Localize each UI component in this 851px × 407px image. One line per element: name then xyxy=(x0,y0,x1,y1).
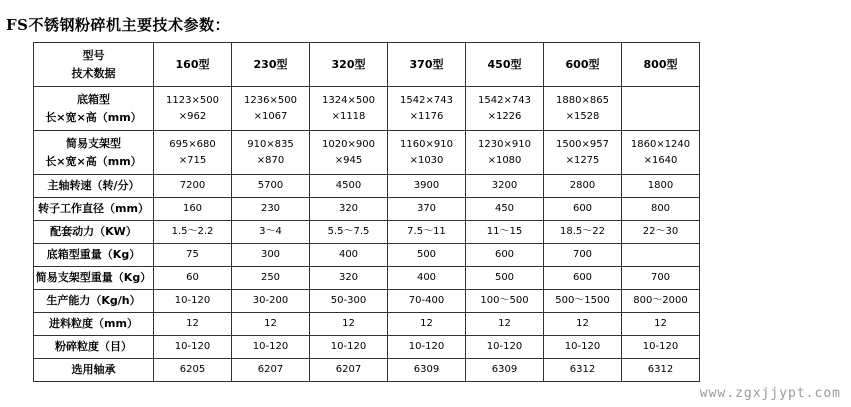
table-cell xyxy=(154,244,232,267)
table-cell xyxy=(232,198,310,221)
table-cell xyxy=(232,244,310,267)
table-row xyxy=(34,290,700,313)
table-cell xyxy=(388,87,466,131)
table-cell xyxy=(154,221,232,244)
table-cell-line: 5700 xyxy=(257,180,284,191)
table-cell xyxy=(310,131,388,175)
table-cell-line: 695×680 xyxy=(169,138,216,150)
table-cell xyxy=(232,131,310,175)
table-cell-line: 6312 xyxy=(569,364,596,375)
table-cell-line: 320 xyxy=(338,272,359,283)
model-header-cell-line: 370型 xyxy=(409,57,444,71)
table-cell-line: 70-400 xyxy=(408,295,445,306)
table-cell xyxy=(622,290,700,313)
table-cell-line: 500～1500 xyxy=(555,295,610,306)
table-cell-line: 1123×500 xyxy=(166,94,219,106)
table-cell-line: 60 xyxy=(186,272,199,283)
table-cell-line: 3900 xyxy=(413,180,440,191)
table-cell xyxy=(544,290,622,313)
document-title: FS不锈钢粉碎机主要技术参数： xyxy=(6,16,230,34)
table-cell-line: 910×835 xyxy=(247,138,294,150)
table-cell-line: 600 xyxy=(494,249,515,260)
table-cell-line: 7200 xyxy=(179,180,206,191)
table-cell-line: 1230×910 xyxy=(478,138,531,150)
corner-header-cell-line: 型号 xyxy=(82,48,105,62)
table-cell-line: 800 xyxy=(650,203,671,214)
table-cell-line: 600 xyxy=(572,272,593,283)
model-header-cell xyxy=(154,43,232,87)
table-cell xyxy=(544,221,622,244)
table-cell-line: 1500×957 xyxy=(556,138,609,150)
table-cell-line: 11～15 xyxy=(486,226,523,237)
table-cell-line: 10-120 xyxy=(564,341,601,352)
table-cell xyxy=(544,131,622,175)
table-cell xyxy=(232,313,310,336)
table-cell-line: ×1640 xyxy=(643,154,678,166)
table-cell-line: 450 xyxy=(494,203,515,214)
model-header-cell-line: 320型 xyxy=(331,57,366,71)
table-cell-line: 50-300 xyxy=(330,295,367,306)
row-header-cell xyxy=(34,175,154,198)
table-row xyxy=(34,131,700,175)
table-row xyxy=(34,244,700,267)
table-cell xyxy=(154,313,232,336)
row-header-cell-line: 配套动力（KW） xyxy=(50,225,137,239)
table-cell-line: 6309 xyxy=(413,364,440,375)
table-cell xyxy=(466,131,544,175)
model-header-cell xyxy=(622,43,700,87)
table-cell xyxy=(388,313,466,336)
table-cell xyxy=(622,267,700,290)
table-cell-line: 500 xyxy=(416,249,437,260)
table-cell xyxy=(388,131,466,175)
model-header-cell xyxy=(466,43,544,87)
table-cell xyxy=(310,198,388,221)
table-row xyxy=(34,198,700,221)
table-cell xyxy=(310,359,388,382)
table-cell xyxy=(154,359,232,382)
table-cell-line: ×870 xyxy=(256,154,285,166)
table-cell-line: ×1176 xyxy=(409,110,444,122)
table-cell-line: ×1080 xyxy=(487,154,522,166)
table-row xyxy=(34,175,700,198)
table-cell xyxy=(310,267,388,290)
table-cell-line: 12 xyxy=(498,318,511,329)
row-header-cell-line: 底箱型 xyxy=(77,92,110,106)
table-cell xyxy=(232,175,310,198)
table-cell xyxy=(232,290,310,313)
table-cell-line: 12 xyxy=(654,318,667,329)
table-cell-line: 3～4 xyxy=(259,226,282,237)
table-cell-line: ×1067 xyxy=(253,110,288,122)
table-cell xyxy=(622,359,700,382)
table-cell xyxy=(466,359,544,382)
table-cell xyxy=(622,131,700,175)
table-cell-line: 1020×900 xyxy=(322,138,375,150)
table-row xyxy=(34,87,700,131)
table-cell xyxy=(388,336,466,359)
header-row xyxy=(34,43,700,87)
table-cell xyxy=(622,221,700,244)
table-cell-line: 6207 xyxy=(335,364,362,375)
table-cell xyxy=(466,267,544,290)
table-cell xyxy=(154,290,232,313)
table-cell xyxy=(466,221,544,244)
table-cell-line: 6309 xyxy=(491,364,518,375)
table-cell xyxy=(622,244,700,267)
table-cell-line: ×945 xyxy=(334,154,363,166)
table-cell-line: 12 xyxy=(186,318,199,329)
table-cell xyxy=(388,198,466,221)
table-cell-line: 3200 xyxy=(491,180,518,191)
table-cell xyxy=(388,359,466,382)
table-cell xyxy=(466,336,544,359)
table-row xyxy=(34,313,700,336)
table-cell-line: 1542×743 xyxy=(478,94,531,106)
spec-table xyxy=(33,42,700,382)
table-cell-line: 1860×1240 xyxy=(630,138,691,150)
table-cell-line: ×1030 xyxy=(409,154,444,166)
table-cell xyxy=(310,175,388,198)
model-header-cell-line: 160型 xyxy=(175,57,210,71)
table-cell xyxy=(544,267,622,290)
table-cell xyxy=(310,336,388,359)
table-cell xyxy=(388,290,466,313)
table-cell-line: 370 xyxy=(416,203,437,214)
table-cell-line: 12 xyxy=(264,318,277,329)
table-cell-line: 1324×500 xyxy=(322,94,375,106)
row-header-cell-line: 简易支架型重量（Kg） xyxy=(35,271,152,285)
table-cell-line: 30-200 xyxy=(252,295,289,306)
table-cell xyxy=(466,175,544,198)
row-header-cell xyxy=(34,359,154,382)
table-cell xyxy=(622,313,700,336)
model-header-cell xyxy=(232,43,310,87)
table-cell-line: 320 xyxy=(338,203,359,214)
table-cell-line: 400 xyxy=(416,272,437,283)
table-cell-line: 10-120 xyxy=(330,341,367,352)
table-cell-line: 700 xyxy=(572,249,593,260)
table-cell xyxy=(232,359,310,382)
table-cell-line: 10-120 xyxy=(252,341,289,352)
model-header-cell-line: 450型 xyxy=(487,57,522,71)
table-cell-line: 6205 xyxy=(179,364,206,375)
table-row xyxy=(34,359,700,382)
watermark: www.zgxjjypt.com xyxy=(699,386,841,401)
table-cell xyxy=(544,198,622,221)
table-cell xyxy=(388,175,466,198)
table-cell-line: 230 xyxy=(260,203,281,214)
table-cell-line: 10-120 xyxy=(174,295,211,306)
table-cell-line: 12 xyxy=(342,318,355,329)
corner-header-cell-line: 技术数据 xyxy=(71,66,116,80)
table-cell xyxy=(622,175,700,198)
table-cell xyxy=(466,244,544,267)
table-cell xyxy=(466,87,544,131)
row-header-cell xyxy=(34,198,154,221)
table-row xyxy=(34,336,700,359)
row-header-cell-line: 进料粒度（mm） xyxy=(49,317,138,331)
table-cell-line: 22～30 xyxy=(642,226,679,237)
table-cell xyxy=(388,267,466,290)
row-header-cell-line: 长×宽×高（mm） xyxy=(45,110,142,124)
table-cell xyxy=(466,198,544,221)
table-cell-line: 1800 xyxy=(647,180,674,191)
table-cell xyxy=(388,221,466,244)
table-cell-line: 400 xyxy=(338,249,359,260)
row-header-cell xyxy=(34,87,154,131)
table-cell xyxy=(310,313,388,336)
row-header-cell xyxy=(34,244,154,267)
table-cell-line: 800～2000 xyxy=(633,295,688,306)
table-cell xyxy=(544,359,622,382)
table-cell xyxy=(310,87,388,131)
table-cell-line: 6312 xyxy=(647,364,674,375)
table-cell-line: 12 xyxy=(576,318,589,329)
table-cell xyxy=(544,87,622,131)
row-header-cell xyxy=(34,313,154,336)
table-cell xyxy=(388,244,466,267)
table-cell xyxy=(232,221,310,244)
table-cell xyxy=(232,87,310,131)
row-header-cell-line: 长×宽×高（mm） xyxy=(45,154,142,168)
table-cell xyxy=(466,313,544,336)
table-cell-line: 300 xyxy=(260,249,281,260)
row-header-cell-line: 简易支架型 xyxy=(66,136,121,150)
table-cell-line: 1.5～2.2 xyxy=(171,226,214,237)
table-cell xyxy=(154,267,232,290)
table-cell-line: ×962 xyxy=(178,110,207,122)
table-cell-line: 1542×743 xyxy=(400,94,453,106)
table-cell-line: 250 xyxy=(260,272,281,283)
table-cell-line: 6207 xyxy=(257,364,284,375)
table-cell-line: ×1275 xyxy=(565,154,600,166)
table-row xyxy=(34,267,700,290)
table-cell-line: 10-120 xyxy=(174,341,211,352)
table-cell xyxy=(310,244,388,267)
table-cell-line: 75 xyxy=(186,249,199,260)
model-header-cell-line: 230型 xyxy=(253,57,288,71)
table-cell-line: 18.5～22 xyxy=(560,226,605,237)
table-cell-line: 12 xyxy=(420,318,433,329)
model-header-cell-line: 800型 xyxy=(643,57,678,71)
table-cell-line: ×1118 xyxy=(331,110,366,122)
table-cell-line: 10-120 xyxy=(486,341,523,352)
table-cell-line: 160 xyxy=(182,203,203,214)
table-cell-line: 100～500 xyxy=(480,295,529,306)
row-header-cell-line: 生产能力（Kg/h） xyxy=(46,294,141,308)
table-cell xyxy=(544,175,622,198)
corner-header-cell xyxy=(34,43,154,87)
table-cell xyxy=(544,313,622,336)
table-cell xyxy=(622,336,700,359)
table-cell xyxy=(154,131,232,175)
row-header-cell-line: 粉碎粒度（目） xyxy=(55,340,132,354)
row-header-cell xyxy=(34,267,154,290)
table-cell xyxy=(622,198,700,221)
table-cell-line: 10-120 xyxy=(642,341,679,352)
table-cell-line: ×715 xyxy=(178,154,207,166)
model-header-cell xyxy=(310,43,388,87)
table-cell xyxy=(466,290,544,313)
table-cell-line: 500 xyxy=(494,272,515,283)
table-cell xyxy=(310,290,388,313)
row-header-cell-line: 底箱型重量（Kg） xyxy=(46,248,141,262)
model-header-cell-line: 600型 xyxy=(565,57,600,71)
table-cell-line: 1880×865 xyxy=(556,94,609,106)
table-row xyxy=(34,221,700,244)
table-cell-line: 1236×500 xyxy=(244,94,297,106)
table-cell-line: 7.5～11 xyxy=(407,226,446,237)
table-cell xyxy=(232,336,310,359)
table-cell-line: 700 xyxy=(650,272,671,283)
table-cell xyxy=(154,87,232,131)
table-cell-line: 5.5～7.5 xyxy=(327,226,370,237)
row-header-cell xyxy=(34,336,154,359)
table-cell-line: 1160×910 xyxy=(400,138,453,150)
table-cell xyxy=(154,175,232,198)
row-header-cell-line: 选用轴承 xyxy=(71,363,116,377)
table-cell xyxy=(622,87,700,131)
table-cell-line: 600 xyxy=(572,203,593,214)
table-cell xyxy=(154,198,232,221)
table-cell-line: 10-120 xyxy=(408,341,445,352)
table-cell-line: ×1226 xyxy=(487,110,522,122)
table-cell-line: 4500 xyxy=(335,180,362,191)
table-cell xyxy=(310,221,388,244)
model-header-cell xyxy=(388,43,466,87)
table-cell-line: 2800 xyxy=(569,180,596,191)
row-header-cell xyxy=(34,131,154,175)
row-header-cell xyxy=(34,290,154,313)
row-header-cell-line: 主轴转速（转/分） xyxy=(47,179,140,193)
table-cell xyxy=(544,336,622,359)
table-cell xyxy=(232,267,310,290)
row-header-cell-line: 转子工作直径（mm） xyxy=(38,202,149,216)
table-cell xyxy=(154,336,232,359)
table-cell-line: ×1528 xyxy=(565,110,600,122)
model-header-cell xyxy=(544,43,622,87)
table-cell xyxy=(544,244,622,267)
row-header-cell xyxy=(34,221,154,244)
